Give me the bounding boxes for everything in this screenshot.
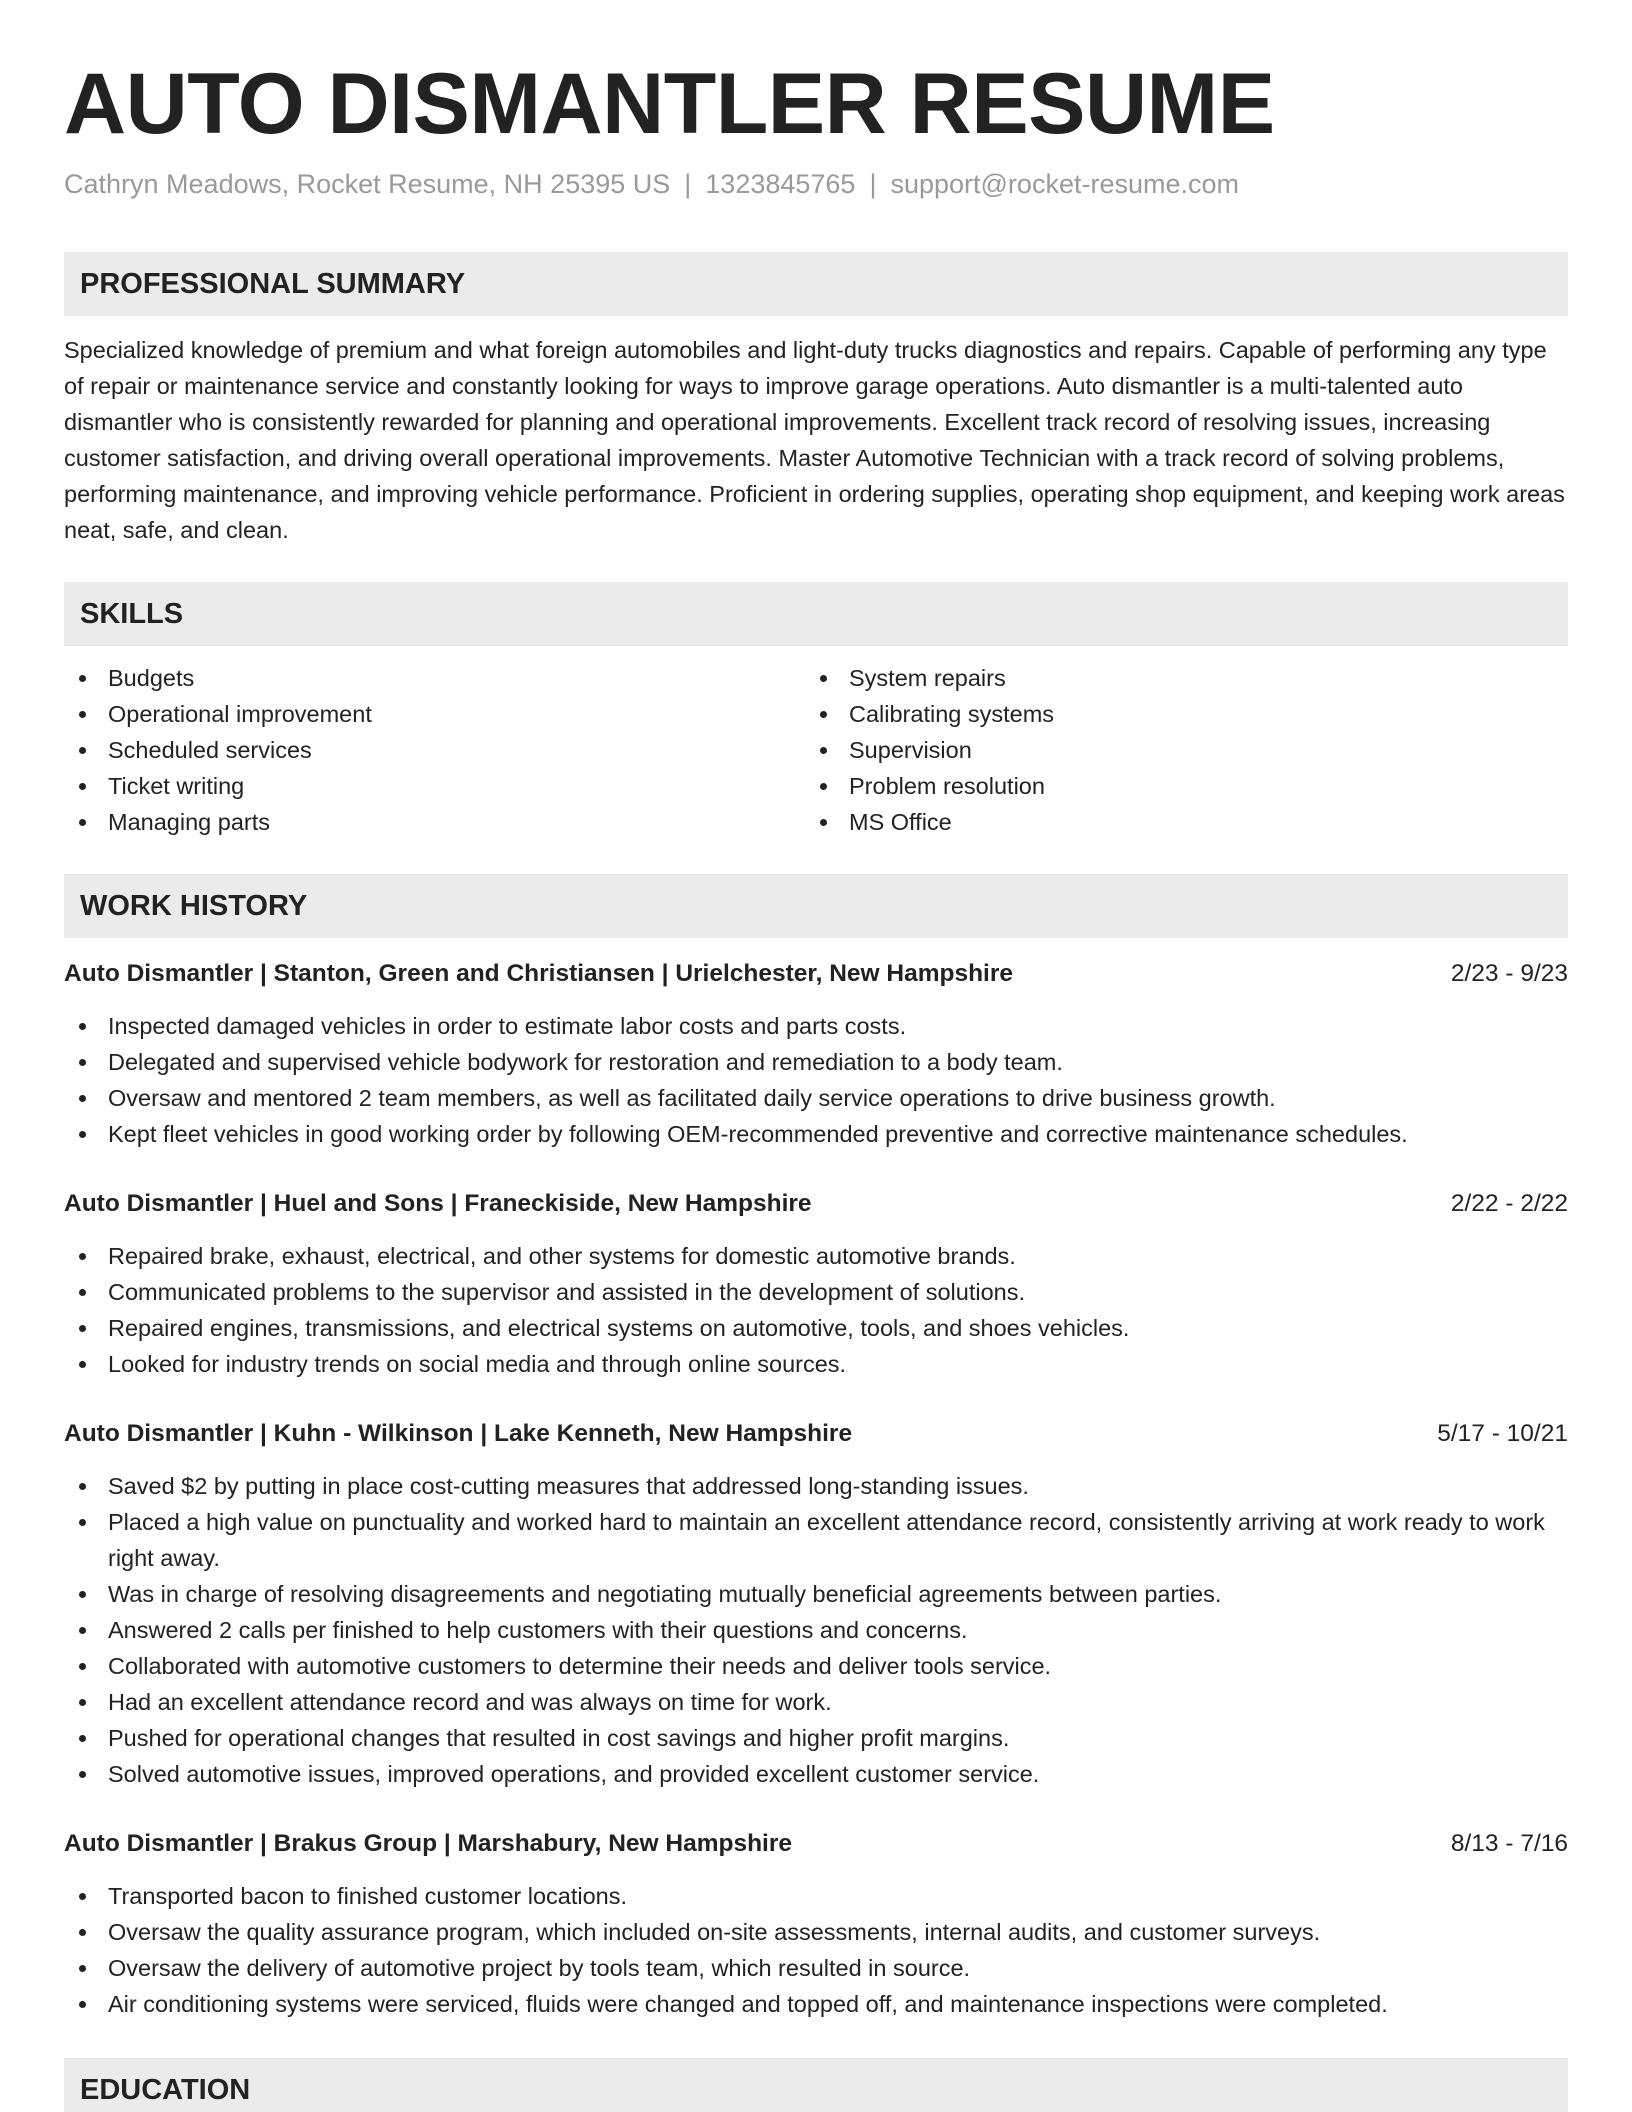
job-entry [64,1416,1568,1792]
section-heading-skills: SKILLS [64,582,1568,646]
job-duties [64,1878,1568,2022]
job-header [64,1186,1568,1222]
skills-column-left [64,660,805,840]
job-duty: Transported bacon to finished customer locations. [64,1878,1568,1914]
job-duties [64,1468,1568,1792]
job-duty: Oversaw the quality assurance program, which included on-site assessments, internal audits, and customer surveys. [64,1914,1568,1950]
job-duty: Answered 2 calls per finished to help customers with their questions and concerns. [64,1612,1568,1648]
skill-item: Budgets [64,660,805,696]
skills-grid [64,660,1568,840]
summary-text: Specialized knowledge of premium and what foreign automobiles and light-duty trucks diagnostics and repairs. Capable of performing any type of repair or maintenance service and constantly looking for ways to improve garage operations. Auto dismantler is a multi-talented auto dismantler who is consistently rewarded for planning and operational improvements. Excellent track record of resolving issues, increasing customer satisfaction, and driving overall operational improvements. Master Automotive Technician with a track record of solving problems, performing maintenance, and improving vehicle performance. Proficient in ordering supplies, operating shop equipment, and keeping work areas neat, safe, and clean. [64,337,1565,543]
job-duty: Oversaw the delivery of automotive project by tools team, which resulted in source. [64,1950,1568,1986]
job-duty: Repaired brake, exhaust, electrical, and other systems for domestic automotive brands. [64,1238,1568,1274]
skill-item: Problem resolution [805,768,1568,804]
job-duty: Placed a high value on punctuality and worked hard to maintain an excellent attendance record, consistently arriving at work ready to work right away. [64,1504,1568,1576]
job-duty: Air conditioning systems were serviced, fluids were changed and topped off, and maintenance inspections were completed. [64,1986,1568,2022]
contact-separator: | [869,169,877,199]
section-heading-summary: PROFESSIONAL SUMMARY [64,252,1568,316]
job-duty: Solved automotive issues, improved operations, and provided excellent customer service. [64,1756,1568,1792]
section-heading-education: EDUCATION [64,2058,1568,2112]
job-dates: 2/23 - 9/23 [1450,960,1568,987]
job-duty: Inspected damaged vehicles in order to estimate labor costs and parts costs. [64,1008,1568,1044]
skill-item: Supervision [805,732,1568,768]
job-duty: Repaired engines, transmissions, and electrical systems on automotive, tools, and shoes vehicles. [64,1310,1568,1346]
job-duty: Looked for industry trends on social media and through online sources. [64,1346,1568,1382]
skill-item: System repairs [805,660,1568,696]
job-duty: Communicated problems to the supervisor and assisted in the development of solutions. [64,1274,1568,1310]
job-dates: 8/13 - 7/16 [1450,1830,1568,1857]
contact-email[interactable]: support@rocket-resume.com [890,169,1239,199]
job-duty: Pushed for operational changes that resulted in cost savings and higher profit margins. [64,1720,1568,1756]
job-header [64,1826,1568,1862]
job-title: Auto Dismantler | Brakus Group | Marshabury, New Hampshire [64,1830,793,1857]
job-duties [64,1238,1568,1382]
job-duty: Saved $2 by putting in place cost-cutting measures that addressed long-standing issues. [64,1468,1568,1504]
skill-item: Operational improvement [64,696,805,732]
skill-item: Ticket writing [64,768,805,804]
job-entry [64,956,1568,1152]
job-title: Auto Dismantler | Huel and Sons | Franeckiside, New Hampshire [64,1190,812,1217]
job-duty: Oversaw and mentored 2 team members, as well as facilitated daily service operations to drive business growth. [64,1080,1568,1116]
skill-item: Scheduled services [64,732,805,768]
job-header [64,1416,1568,1452]
job-dates: 2/22 - 2/22 [1450,1190,1568,1217]
skill-item: Calibrating systems [805,696,1568,732]
job-duty: Was in charge of resolving disagreements and negotiating mutually beneficial agreements between parties. [64,1576,1568,1612]
job-duty: Kept fleet vehicles in good working order by following OEM-recommended preventive and corrective maintenance schedules. [64,1116,1568,1152]
skills-column-right [805,660,1568,840]
job-duties [64,1008,1568,1152]
job-header [64,956,1568,992]
contact-phone: 1323845765 [705,169,856,199]
job-title: Auto Dismantler | Stanton, Green and Christiansen | Urielchester, New Hampshire [64,960,1014,987]
job-entry [64,1826,1568,2022]
contact-address: Cathryn Meadows, Rocket Resume, NH 25395 US [64,169,671,199]
contact-separator: | [684,169,692,199]
skill-item: MS Office [805,804,1568,840]
resume-title: AUTO DISMANTLER RESUME [64,56,1275,152]
job-duty: Had an excellent attendance record and was always on time for work. [64,1684,1568,1720]
job-duty: Collaborated with automotive customers to determine their needs and deliver tools service. [64,1648,1568,1684]
section-heading-work-history: WORK HISTORY [64,874,1568,938]
job-duty: Delegated and supervised vehicle bodywork for restoration and remediation to a body team. [64,1044,1568,1080]
job-title: Auto Dismantler | Kuhn - Wilkinson | Lake Kenneth, New Hampshire [64,1420,853,1447]
job-entry [64,1186,1568,1382]
skill-item: Managing parts [64,804,805,840]
contact-line [64,166,1568,202]
job-dates: 5/17 - 10/21 [1437,1420,1568,1447]
